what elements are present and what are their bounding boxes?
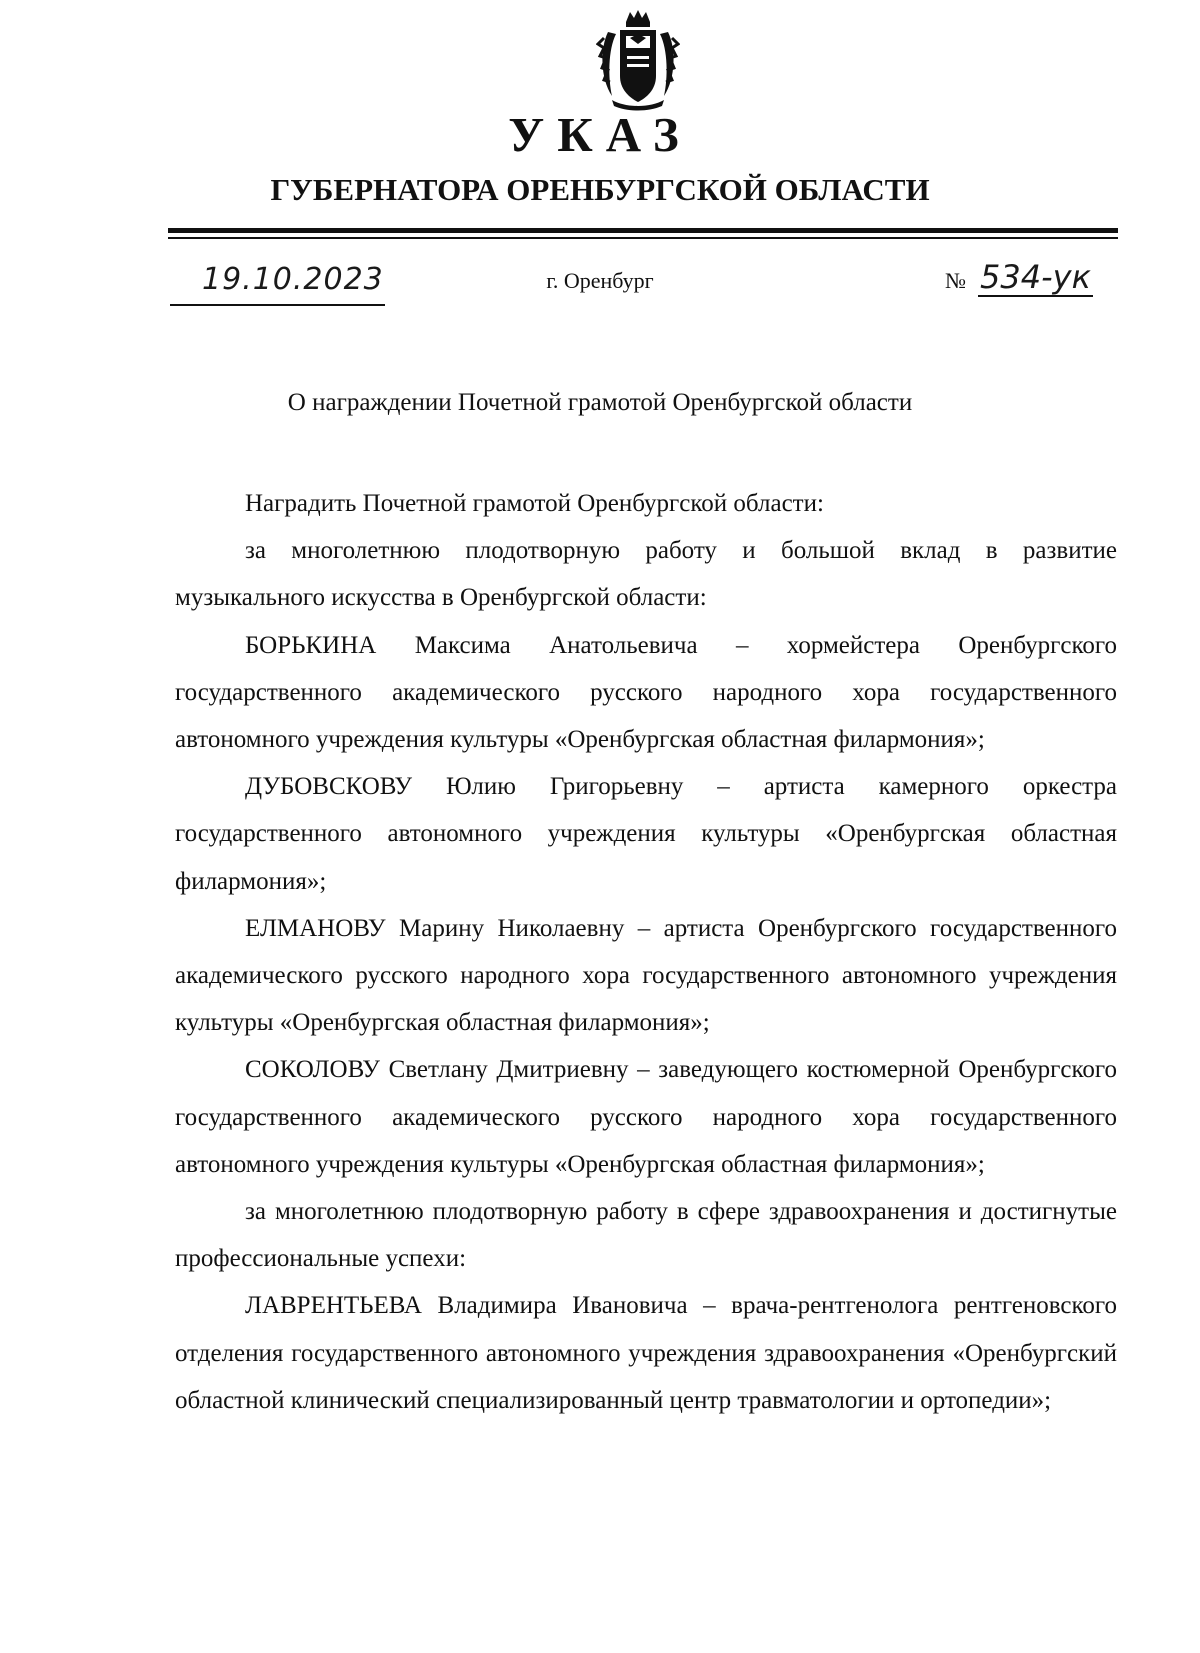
award-recipient-paragraph: БОРЬКИНА Максима Анатольевича – хормейстера Оренбургского государственного академического русского народного хора государственного автономного учреждения культуры «Оренбургская областная филармония»; [175,631,1117,754]
document-issuer: ГУБЕРНАТОРА ОРЕНБУРГСКОЙ ОБЛАСТИ [270,172,930,207]
paragraph: за многолетнюю плодотворную работу и большой вклад в развитие музыкального искусства в Оренбургской области: [175,537,1117,612]
coat-of-arms-icon [596,8,680,112]
award-recipient-paragraph: ДУБОВСКОВУ Юлию Григорьевну – артиста камерного оркестра государственного автономного учреждения культуры «Оренбургская областная филармония»; [175,773,1117,895]
document-number: 534-ук [980,258,1091,296]
document-heading: О награждении Почетной грамотой Оренбургской области [287,389,913,416]
award-recipient-paragraph: ЛАВРЕНТЬЕВА Владимира Ивановича – врача-рентгенолога рентгеновского отделения государственного автономного учреждения здравоохранения «Оренбургский областной клинический специализированный центр травматологии и ортопедии»; [175,1292,1117,1414]
award-recipient-paragraph: ЕЛМАНОВУ Марину Николаевну – артиста Оренбургского государственного академического русского народного хора государственного автономного учреждения культуры «Оренбургская областная филармония»; [175,914,1117,1037]
number-label: № [945,268,966,293]
document-title: УКАЗ [508,107,692,162]
award-recipient-paragraph: СОКОЛОВУ Светлану Дмитриевну – заведующего костюмерной Оренбургского государственного академического русского народного хора государственного автономного учреждения культуры «Оренбургская областная филармония»; [175,1056,1117,1178]
document-city: г. Оренбург [546,268,654,293]
paragraph: за многолетнюю плодотворную работу в сфере здравоохранения и достигнутые профессиональные успехи: [175,1198,1117,1273]
document-body [175,480,1117,1424]
document-date: 19.10.2023 [202,262,384,297]
paragraph: Наградить Почетной грамотой Оренбургской области: [245,490,824,517]
header-rule-thick [168,228,1118,233]
header-rule-thin [168,237,1118,239]
